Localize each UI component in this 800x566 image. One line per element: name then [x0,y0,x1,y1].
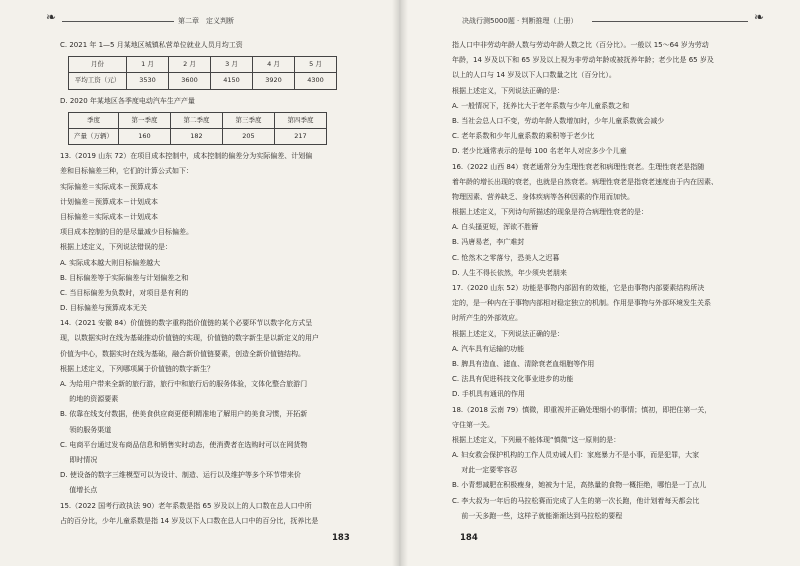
book-corner-icon: ❧ [45,10,57,24]
text-line: 差和目标偏差三种，它们的计算公式如下： [60,167,193,176]
book-gutter [392,0,408,566]
text-line: 计划偏差＝预算成本－计划成本 [60,197,158,206]
text-line: A. 妇女救会保护机构的工作人员劝诫人们：家庭暴力不是小事，而是犯罪，大家 [452,451,700,460]
text-line: B. 当社会总人口不变，劳动年龄人数增加时，少年儿童系数就会减少 [452,116,665,125]
table-cell: 月份 [69,57,127,73]
text-line: 的地的资源要素 [60,395,119,404]
table-cell: 3 月 [211,57,253,73]
running-head: 第二章 定义判断 [178,17,234,25]
text-line: 15.（2022 国考行政执法 90）老年系数是指 65 岁及以上的人口数在总人口中所 [60,501,312,510]
text-line: B. 小青想减肥在积极瘦身，她被为十足，高热量的食物一概拒绝，哪怕是一丁点儿 [452,481,707,490]
table-cell: 160 [119,128,171,144]
text-line: 根据上述定义，下列诗句所描述的现象是符合病理性衰老的是： [452,208,648,217]
text-line: 前一天多跑一些，这样子就能渐渐达到马拉松的要程 [452,511,623,520]
option-c-title: C. 2021 年 1—5 月某地区城镇私营单位就业人员月均工资 [60,41,243,49]
text-line: 领的服务渠道 [60,425,112,434]
text-line: 17.（2020 山东 52）功能是事物内部固有的效能，它是由事物内部要素结构所决 [452,284,705,292]
table-cell: 季度 [69,112,119,128]
text-line: A. 汽车具有运输的功能 [452,344,525,353]
text-line: 根据上述定义，下列说法正确的是： [452,86,564,95]
text-line: 着年龄的增长出现的衰老，也就是自然衰老。病理性衰老是指衰老速度由于内在因素、 [452,177,718,186]
text-line: 以上的人口与 14 岁及以下人口数量之比（百分比）。 [452,71,616,80]
text-line: 占的百分比，少年儿童系数是指 14 岁及以下人口数在总人口中的百分比，抚养比是 [60,516,319,525]
text-line: B. 冯唐易老，李广难封 [452,238,525,247]
table-header-row [69,112,327,128]
text-line: 14.（2021 安徽 84）价值链的数字重构指价值链的某个必要环节以数字化方式呈 [60,319,313,328]
text-line: B. 目标偏差等于实际偏差与计划偏差之和 [60,273,189,282]
text-line: 项目成本控制的目的是尽量减少目标偏差。 [60,228,193,237]
table-row [69,128,327,144]
wage-table [68,56,337,89]
table-cell: 3600 [169,73,211,89]
left-page-content [60,38,356,529]
table-cell: 4300 [295,73,337,89]
table-cell: 平均工资（元） [69,73,127,89]
text-line: D. 老少比通常表示的是每 100 名老年人对应多少个儿童 [452,147,627,156]
table-cell: 182 [171,128,223,144]
production-table [68,112,327,145]
table-cell: 3920 [253,73,295,89]
right-page [400,0,800,566]
table-cell: 217 [275,128,327,144]
table-cell: 4 月 [253,57,295,73]
table-cell: 第二季度 [171,112,223,128]
text-line: C. 李大叔为一年后的马拉松赛而完成了人生的第一次长跑，他计划着每天都会比 [452,496,700,505]
text-line: A. 为给用户带来全新的旅行游，旅行中和旅行后的服务体验，文体化整合旅游门 [60,380,308,388]
text-line: 目标偏差＝实际成本－计划成本 [60,212,158,221]
text-line: C. 怆然木之零落兮，恐美人之迟暮 [452,253,560,262]
table-cell: 5 月 [295,57,337,73]
text-line: 指人口中非劳动年龄人数与劳动年龄人数之比（百分比）。一般以 15～64 岁为劳动 [452,41,709,49]
book-corner-icon: ❧ [753,10,765,24]
text-line: D. 目标偏差与预算成本无关 [60,304,147,313]
table-cell: 2 月 [169,57,211,73]
table-cell: 3530 [127,73,169,89]
option-d-title: D. 2020 年某地区各季度电动汽车生产产量 [60,96,195,105]
text-line: D. 人生不得长依然，年少须央老朋来 [452,268,567,277]
text-line: B. 依靠在线支付数据，使美食供应商更便利精准地了解用户的美食习惯，开拓新 [60,410,308,419]
text-line: 值增长点 [60,486,98,495]
left-text-body [60,149,356,529]
text-line: 13.（2019 山东 72）在项目成本控制中，成本控制的偏差分为实际偏差、计划偏 [60,152,313,161]
text-line: 实际偏差＝实际成本－预算成本 [60,182,158,191]
page-number: 183 [332,533,350,543]
header-rule [592,21,748,22]
table-row [69,73,337,89]
text-line: 物理因素、营养缺乏、身体疾病等各种因素的作用而加快。 [452,192,634,201]
table-cell: 205 [223,128,275,144]
text-line: 对此一定要零容忍 [452,466,518,475]
text-line: C. 电商平台通过发布商品信息和销售实时动态，使消费者在选购时可以在网货物 [60,440,308,449]
table-cell: 产量（万辆） [69,128,119,144]
text-line: C. 老年系数和少年儿童系数的乘积等于老少比 [452,132,595,141]
text-line: 定的，是一种内在于事物内部相对稳定独立的机制。作用是事物与外部环境发生关系 [452,299,711,308]
text-line: B. 脾具有造血、滤血、清除衰老血细胞等作用 [452,359,595,368]
text-line: A. 白头搔更短，浑欲不胜簪 [452,223,539,232]
text-line: 即时情况 [60,455,98,464]
text-line: D. 使设备的数字三维模型可以为设计、制造、运行以及维护等多个环节带来价 [60,471,301,480]
text-line: 根据上述定义，下列最不能体现“慎微”这一原则的是： [452,435,621,444]
text-line: 根据上述定义，下列说法正确的是： [452,329,564,338]
right-page-content [452,38,758,524]
text-line: 16.（2022 山西 84）衰老通常分为生理性衰老和病理性衰老。生理性衰老是指随 [452,162,705,171]
text-line: 现，以数据实时在线为基础推动价值链的实现，价值链的数字新生是以新定义的用户 [60,334,319,343]
right-text-body [452,38,758,524]
table-cell: 第三季度 [223,112,275,128]
table-cell: 1 月 [127,57,169,73]
text-line: C. 当目标偏差为负数时，对项目是有利的 [60,288,189,297]
text-line: 根据上述定义，下列哪项属于价值链的数字新生？ [60,364,214,373]
text-line: A. 一般情况下，抚养比大于老年系数与少年儿童系数之和 [452,101,630,110]
text-line: 时所产生的外部效应。 [452,314,522,323]
text-line: 根据上述定义，下列说法错误的是： [60,243,172,252]
text-line: C. 法具有促进科技文化事业进步的功能 [452,375,574,384]
text-line: A. 实际成本越大则目标偏差越大 [60,258,161,267]
text-line: D. 手机具有通讯的作用 [452,390,525,399]
text-line: 18.（2018 云南 79）慎微，即重视并正确处理细小的事情；慎初，即把住第一关， [452,405,712,414]
table-cell: 第四季度 [275,112,327,128]
text-line: 价值为中心，数据实时在线为基础，融合新价值链要素，创造全新价值链结构。 [60,349,305,358]
table-header-row [69,57,337,73]
table-cell: 4150 [211,73,253,89]
page-number: 184 [460,533,478,543]
running-head: 决战行测5000题 · 判断推理（上册） [462,17,578,25]
text-line: 守住第一关。 [452,420,494,429]
text-line: 年龄，14 岁及以下和 65 岁及以上视为非劳动年龄或被抚养年龄；老少比是 65 岁及 [452,56,714,65]
table-cell: 第一季度 [119,112,171,128]
header-rule [62,21,174,22]
